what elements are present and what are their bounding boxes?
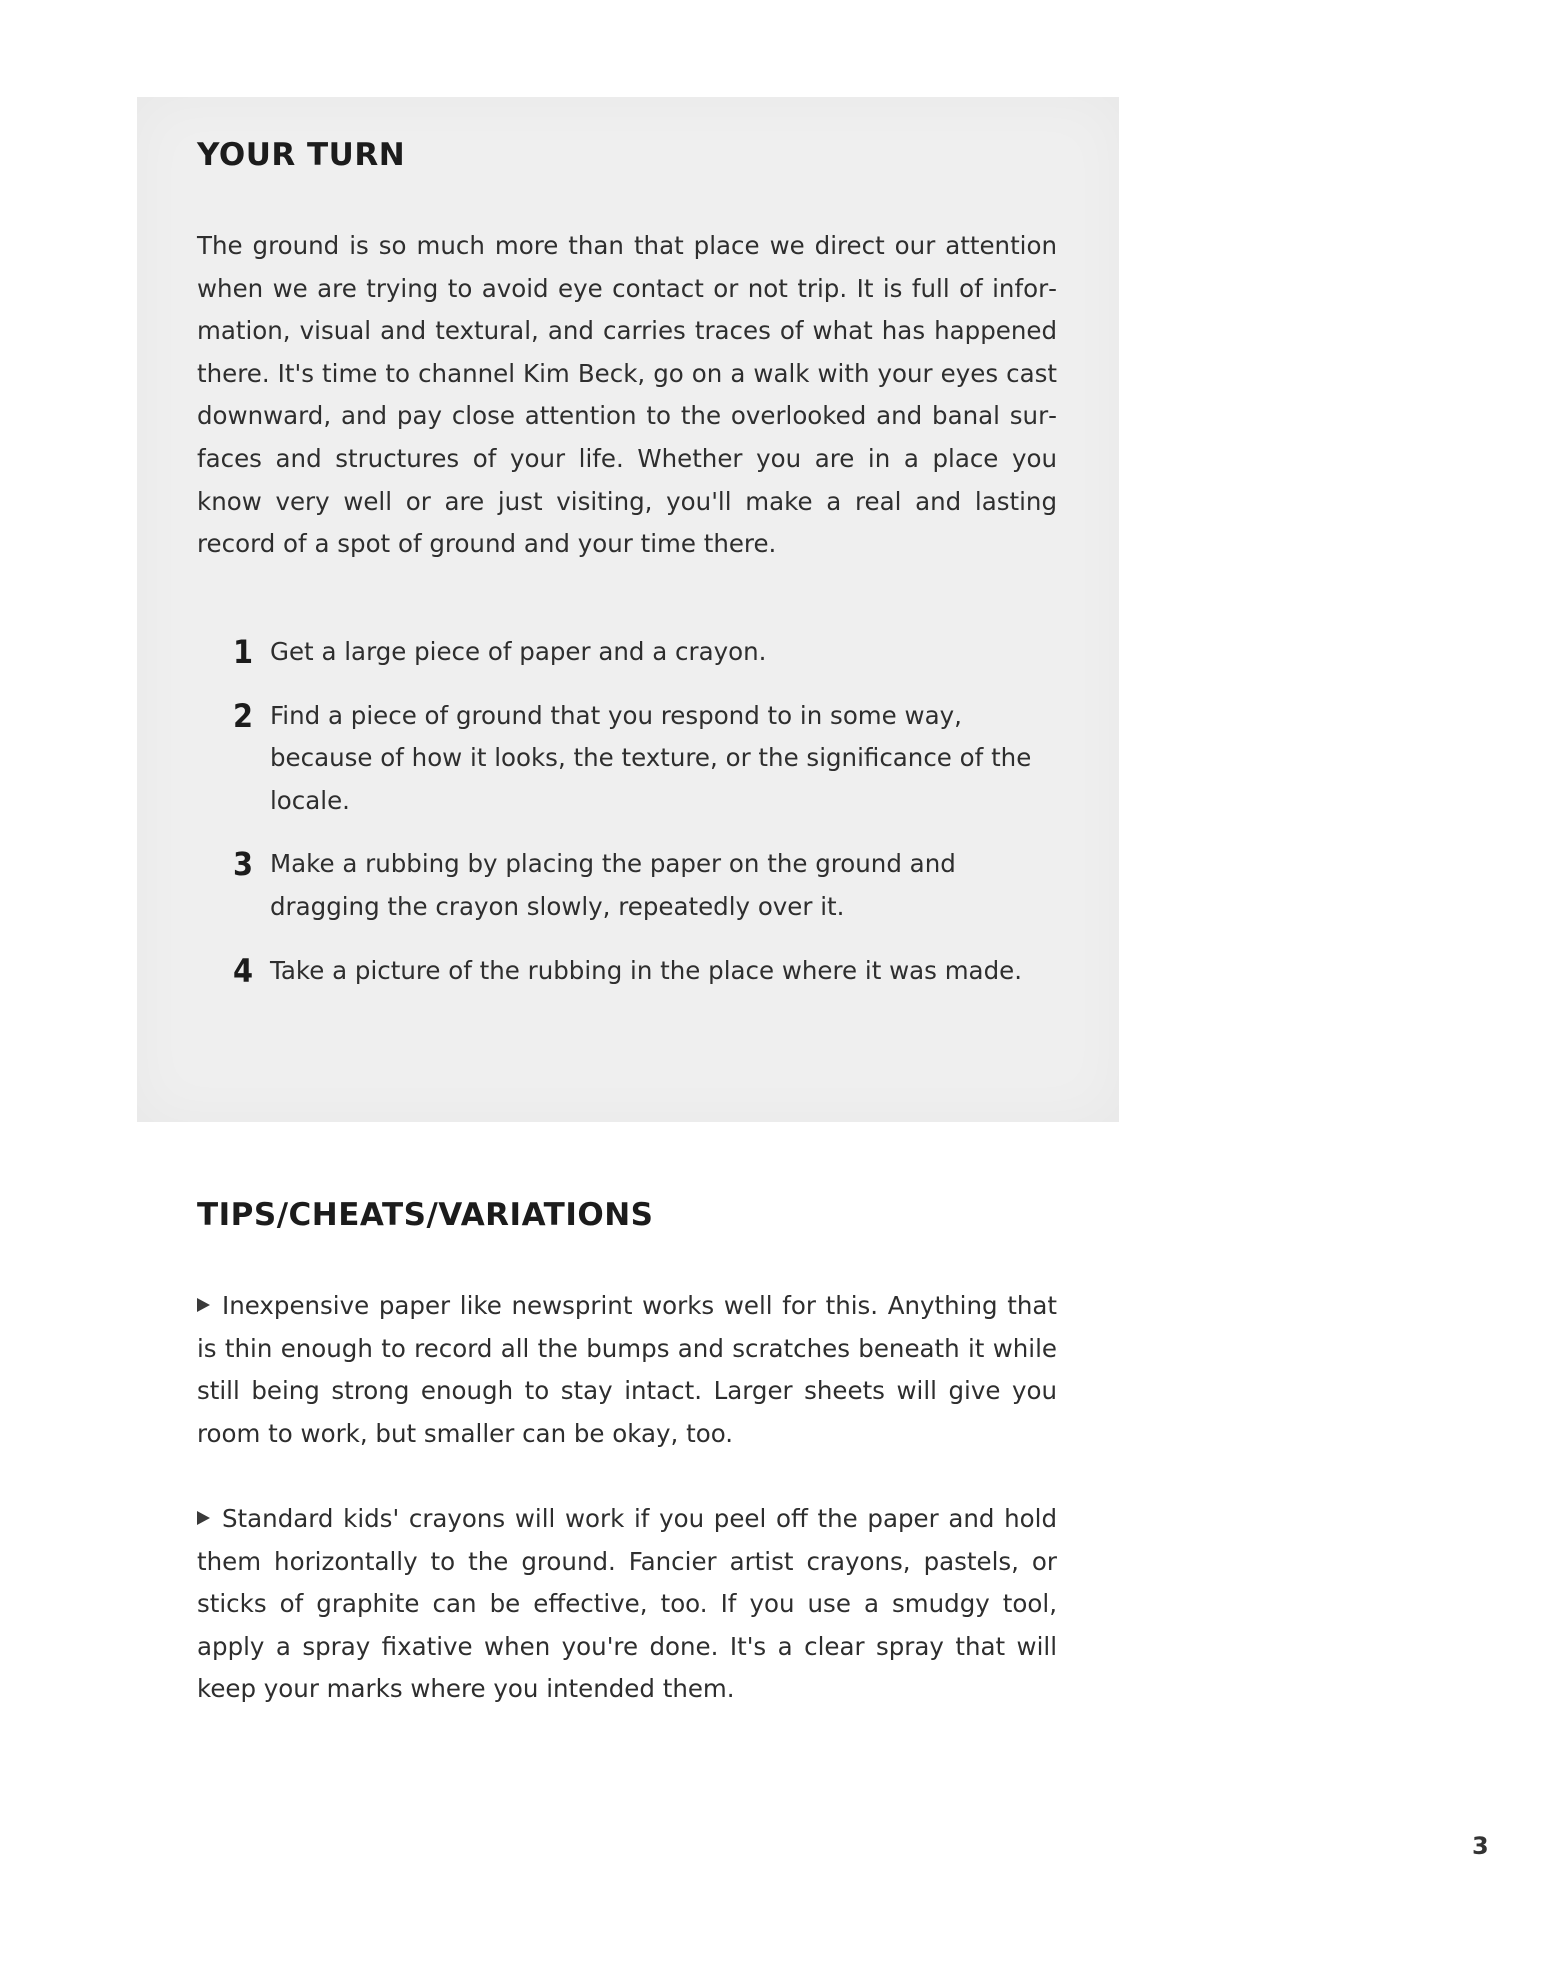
triangle-bullet-icon — [197, 1298, 210, 1312]
step-number: 4 — [232, 951, 254, 990]
list-item — [230, 695, 1060, 823]
list-item — [230, 950, 1060, 993]
step-text: Find a piece of ground that you respond to in some way, because of how it looks, the texture, or the significance of the locale. — [270, 700, 1032, 815]
step-text: Get a large piece of paper and a crayon. — [270, 637, 767, 666]
triangle-bullet-icon — [197, 1511, 210, 1525]
your-turn-heading: YOUR TURN — [197, 137, 406, 173]
tips-heading: TIPS/CHEATS/VARIATIONS — [197, 1197, 654, 1233]
step-number: 2 — [232, 696, 254, 735]
tip-item — [197, 1285, 1057, 1455]
step-text: Make a rubbing by placing the paper on the ground and dragging the crayon slowly, repeatedly over it. — [270, 849, 956, 921]
step-number: 1 — [232, 633, 254, 671]
tip-text: Standard kids' crayons will work if you peel off the paper and hold them horizontally to the ground. Fancier artist crayons, pastels, or sticks of graphite can be effective, too. If you use a smudgy tool, apply a spray fixative when you're done. It's a clear spray that will keep your marks where you intended them. — [197, 1504, 1057, 1704]
steps-list — [230, 631, 1060, 1013]
your-turn-intro: The ground is so much more than that place we direct our attention when we are trying to avoid eye contact or not trip. It is full of information, visual and textural, and carries traces of what has happened there. It's time to channel Kim Beck, go on a walk with your eyes cast downward, and pay close attention to the overlooked and banal surfaces and structures of your life. Whether you are in a place you know very well or are just visiting, you'll make a real and lasting record of a spot of ground and your time there. — [197, 231, 1057, 559]
page-number: 3 — [1472, 1832, 1489, 1860]
tip-item — [197, 1498, 1057, 1711]
step-number: 3 — [232, 845, 254, 884]
step-text: Take a picture of the rubbing in the place where it was made. — [270, 955, 1022, 985]
list-item — [230, 631, 1060, 674]
list-item — [230, 843, 1060, 928]
tip-text: Inexpensive paper like newsprint works well for this. Anything that is thin enough to record all the bumps and scratches beneath it while still being strong enough to stay intact. Larger sheets will give you room to work, but smaller can be okay, too. — [197, 1291, 1057, 1448]
